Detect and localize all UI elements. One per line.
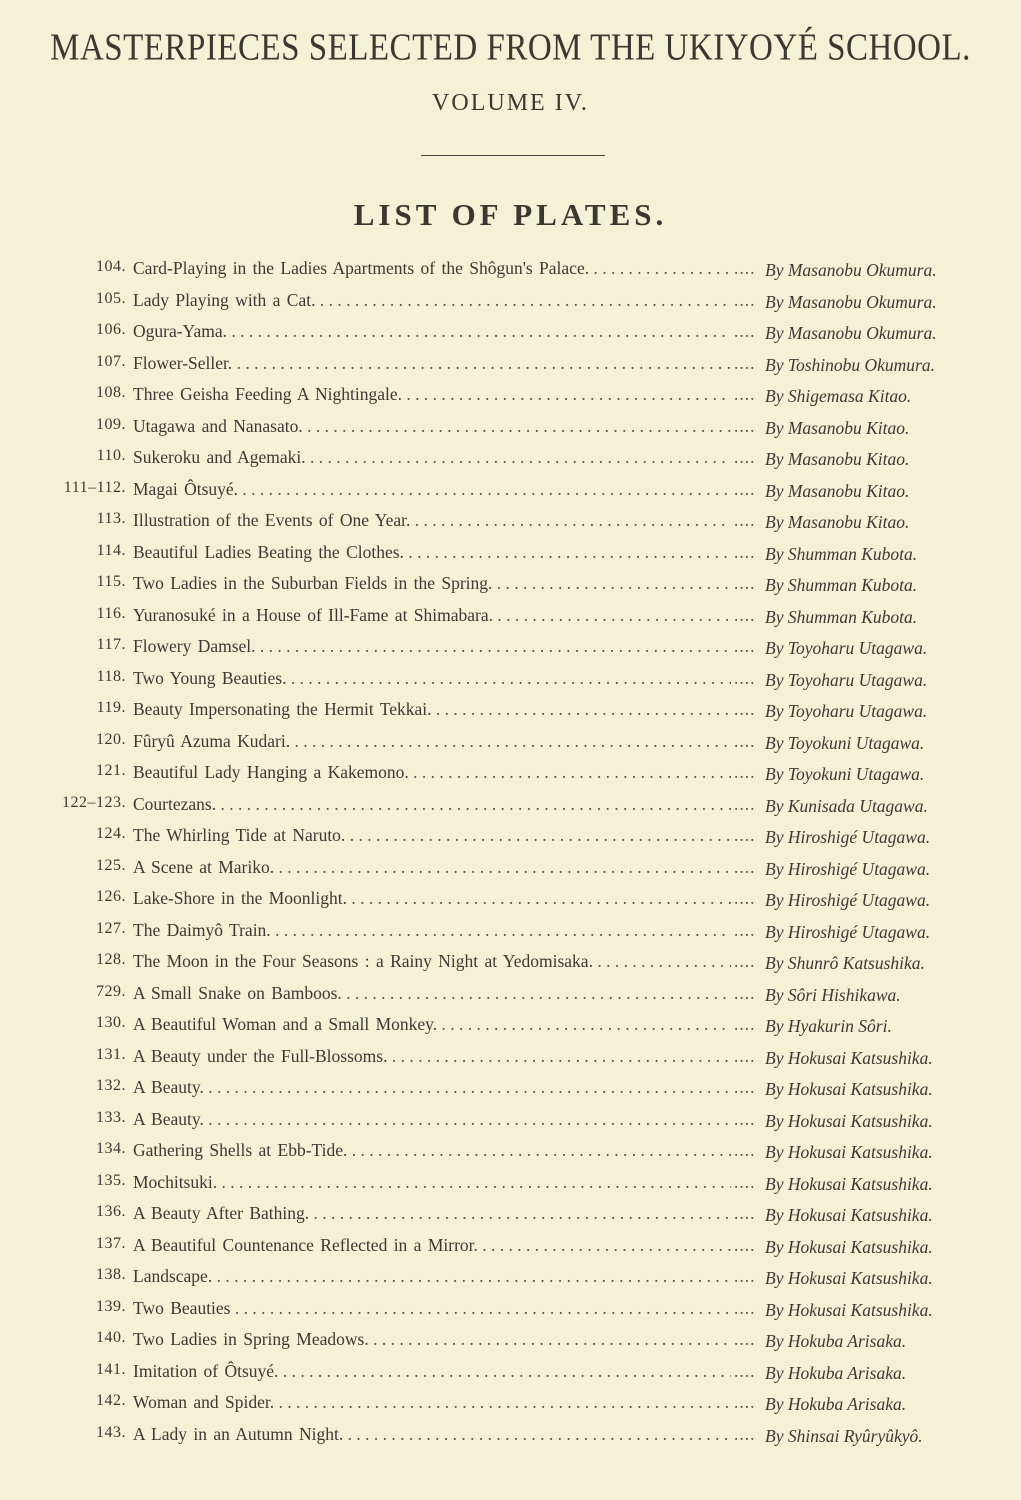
plate-number: 119. bbox=[96, 699, 126, 716]
plate-artist: By Hokuba Arisaka. bbox=[765, 1362, 907, 1383]
plate-title: A Beauty. . . . bbox=[133, 1109, 731, 1130]
plate-artist: By Sôri Hishikawa. bbox=[765, 984, 901, 1005]
plate-title: Three Geisha Feeding A Nightingale. . . . bbox=[133, 384, 731, 405]
dot-leader: .... bbox=[734, 1171, 756, 1192]
plate-number: 111–112. bbox=[63, 478, 126, 496]
plate-number: 136. bbox=[96, 1203, 126, 1220]
plate-entry bbox=[0, 414, 1021, 446]
plate-artist: By Hokusai Katsushika. bbox=[765, 1299, 933, 1320]
dot-leader: .... bbox=[734, 982, 756, 1003]
plate-entry bbox=[0, 477, 1021, 509]
plate-artist: By Shumman Kubota. bbox=[765, 543, 918, 564]
plate-number: 126. bbox=[96, 888, 126, 905]
plate-artist: By Hokusai Katsushika. bbox=[765, 1236, 933, 1257]
plate-entry bbox=[0, 886, 1021, 918]
plate-title: Illustration of the Events of One Year. . . . bbox=[133, 510, 731, 531]
plate-artist: By Masanobu Okumura. bbox=[765, 260, 937, 280]
plate-entry bbox=[0, 855, 1021, 887]
plate-artist: By Kunisada Utagawa. bbox=[765, 795, 928, 816]
dot-leader: .... bbox=[734, 793, 756, 814]
dot-leader: .... bbox=[734, 667, 756, 688]
plate-title: Beautiful Lady Hanging a Kakemono. . . . bbox=[133, 762, 731, 783]
plate-number: 142. bbox=[96, 1392, 126, 1409]
plate-entry bbox=[0, 634, 1021, 666]
plate-number: 124. bbox=[96, 825, 126, 842]
plate-artist: By Toyoharu Utagawa. bbox=[765, 701, 928, 721]
plate-number: 121. bbox=[96, 762, 126, 779]
plate-title: A Beauty. . . . bbox=[133, 1077, 731, 1098]
dot-leader: .... bbox=[734, 1077, 756, 1097]
plate-title: Two Young Beauties. . . . bbox=[133, 668, 731, 689]
plate-artist: By Hiroshigé Utagawa. bbox=[765, 827, 931, 847]
dot-leader: .... bbox=[734, 951, 756, 971]
dot-leader: .... bbox=[734, 762, 756, 782]
plate-number: 130. bbox=[96, 1014, 126, 1031]
plate-entry bbox=[0, 981, 1021, 1013]
plate-number: 110. bbox=[96, 447, 126, 464]
plate-artist: By Hokuba Arisaka. bbox=[765, 1394, 907, 1414]
plate-title: Yuranosuké in a House of Ill-Fame at Shimabara. . . . bbox=[133, 605, 731, 626]
plate-artist: By Hokusai Katsushika. bbox=[765, 1142, 933, 1162]
plate-entry bbox=[0, 1170, 1021, 1202]
plate-title: Flowery Damsel. . . . bbox=[133, 636, 731, 657]
plate-entry bbox=[0, 1201, 1021, 1233]
plate-title: Courtezans. . . . bbox=[133, 794, 731, 815]
plate-title: Magai Ôtsuyé. . . . bbox=[133, 479, 731, 500]
plate-number: 107. bbox=[96, 352, 126, 370]
dot-leader: .... bbox=[734, 1234, 756, 1255]
plate-number: 128. bbox=[96, 951, 126, 968]
plate-artist: By Hokusai Katsushika. bbox=[765, 1079, 933, 1099]
plate-artist: By Shinsai Ryûryûkyô. bbox=[765, 1425, 923, 1446]
plate-title: A Beauty After Bathing. . . . bbox=[133, 1203, 731, 1224]
dot-leader: .... bbox=[734, 573, 756, 593]
plate-title: A Beauty under the Full-Blossoms. . . . bbox=[133, 1046, 731, 1067]
dot-leader: .... bbox=[734, 1297, 756, 1318]
dot-leader: .... bbox=[734, 1014, 756, 1034]
plate-title: Lady Playing with a Cat. . . . bbox=[133, 290, 731, 311]
plate-entry bbox=[0, 382, 1021, 414]
plate-entry bbox=[0, 697, 1021, 729]
plate-number: 108. bbox=[96, 384, 126, 401]
volume-heading: VOLUME IV. bbox=[432, 90, 589, 116]
plate-number: 104. bbox=[96, 258, 126, 275]
plate-title: Gathering Shells at Ebb-Tide. . . . bbox=[133, 1140, 731, 1161]
plate-entry bbox=[0, 288, 1021, 320]
plate-entry bbox=[0, 792, 1021, 824]
plate-artist: By Hiroshigé Utagawa. bbox=[765, 890, 931, 910]
plate-number: 137. bbox=[96, 1234, 126, 1252]
dot-leader: .... bbox=[734, 856, 756, 877]
dot-leader: .... bbox=[734, 541, 756, 562]
plate-entry bbox=[0, 823, 1021, 855]
plate-title: Woman and Spider. . . . bbox=[133, 1392, 731, 1413]
plate-number: 122–123. bbox=[62, 793, 126, 811]
plate-entry bbox=[0, 1233, 1021, 1265]
plate-entry bbox=[0, 351, 1021, 383]
plate-title: A Small Snake on Bamboos. . . . bbox=[133, 983, 731, 1004]
plate-title: Beauty Impersonating the Hermit Tekkai. . . . bbox=[133, 699, 731, 720]
plate-title: The Daimyô Train. . . . bbox=[133, 920, 731, 941]
plate-entry bbox=[0, 445, 1021, 477]
plate-artist: By Hokusai Katsushika. bbox=[765, 1173, 933, 1194]
plate-artist: By Hiroshigé Utagawa. bbox=[765, 921, 931, 942]
plate-artist: By Hiroshigé Utagawa. bbox=[765, 858, 931, 879]
plate-artist: By Hokusai Katsushika. bbox=[765, 1205, 933, 1225]
plate-entry bbox=[0, 540, 1021, 572]
plate-entry bbox=[0, 666, 1021, 698]
dot-leader: .... bbox=[734, 352, 756, 373]
dot-leader: .... bbox=[734, 636, 756, 656]
plate-artist: By Masanobu Kitao. bbox=[765, 417, 910, 438]
plate-entry bbox=[0, 319, 1021, 351]
plate-artist: By Hokusai Katsushika. bbox=[765, 1268, 933, 1288]
plate-entry bbox=[0, 1138, 1021, 1170]
plate-title: Lake-Shore in the Moonlight. . . . bbox=[133, 888, 731, 909]
plate-entry bbox=[0, 508, 1021, 540]
plate-artist: By Hokusai Katsushika. bbox=[765, 1047, 933, 1068]
dot-leader: .... bbox=[734, 730, 756, 751]
plate-artist: By Shumman Kubota. bbox=[765, 606, 918, 627]
plate-entry bbox=[0, 1264, 1021, 1296]
dot-leader: .... bbox=[734, 1329, 756, 1349]
dot-leader: .... bbox=[734, 258, 756, 278]
dot-leader: .... bbox=[734, 604, 756, 625]
plate-entry bbox=[0, 603, 1021, 635]
plate-number: 125. bbox=[96, 856, 126, 874]
plates-list bbox=[0, 256, 1021, 1453]
dot-leader: .... bbox=[734, 919, 756, 940]
plate-number: 106. bbox=[96, 321, 126, 338]
plate-artist: By Masanobu Kitao. bbox=[765, 449, 910, 469]
plate-title: Card-Playing in the Ladies Apartments of the Shôgun's Palace. . . . bbox=[133, 258, 731, 279]
plate-artist: By Shumman Kubota. bbox=[765, 575, 918, 595]
plate-number: 134. bbox=[96, 1140, 126, 1157]
plate-number: 105. bbox=[96, 289, 126, 307]
plate-number: 120. bbox=[96, 730, 126, 748]
plate-number: 140. bbox=[96, 1329, 126, 1346]
plate-number: 138. bbox=[96, 1266, 126, 1283]
plate-entry bbox=[0, 1296, 1021, 1328]
dot-leader: .... bbox=[734, 289, 756, 310]
plate-number: 141. bbox=[96, 1360, 126, 1378]
plate-artist: By Masanobu Okumura. bbox=[765, 323, 937, 343]
plate-number: 729. bbox=[96, 982, 126, 1000]
plate-number: 114. bbox=[96, 541, 126, 559]
dot-leader: .... bbox=[734, 1045, 756, 1066]
plate-entry bbox=[0, 1075, 1021, 1107]
book-title: MASTERPIECES SELECTED FROM THE UKIYOYÉ SCHOOL. bbox=[50, 27, 971, 69]
plate-title: Fûryû Azuma Kudari. . . . bbox=[133, 731, 731, 752]
plate-artist: By Masanobu Kitao. bbox=[765, 480, 910, 501]
plate-artist: By Toyoharu Utagawa. bbox=[765, 669, 928, 690]
plate-entry bbox=[0, 1044, 1021, 1076]
plate-entry bbox=[0, 1107, 1021, 1139]
plate-title: A Scene at Mariko. . . . bbox=[133, 857, 731, 878]
dot-leader: .... bbox=[734, 1140, 756, 1160]
plate-title: Utagawa and Nanasato. . . . bbox=[133, 416, 731, 437]
dot-leader: .... bbox=[734, 384, 756, 404]
plate-title: Imitation of Ôtsuyé. . . . bbox=[133, 1361, 731, 1382]
dot-leader: .... bbox=[734, 1360, 756, 1381]
plate-title: Mochitsuki. . . . bbox=[133, 1172, 731, 1193]
plate-number: 132. bbox=[96, 1077, 126, 1094]
plate-artist: By Shigemasa Kitao. bbox=[765, 386, 912, 406]
plate-entry bbox=[0, 1359, 1021, 1391]
plate-number: 118. bbox=[96, 667, 126, 685]
dot-leader: .... bbox=[734, 699, 756, 719]
plate-title: Landscape. . . . bbox=[133, 1266, 731, 1287]
plate-entry bbox=[0, 729, 1021, 761]
plate-entry bbox=[0, 571, 1021, 603]
plate-artist: By Toshinobu Okumura. bbox=[765, 354, 935, 375]
plate-title: Ogura-Yama. . . . bbox=[133, 321, 731, 342]
plate-entry bbox=[0, 918, 1021, 950]
plate-title: The Whirling Tide at Naruto. . . . bbox=[133, 825, 731, 846]
plate-title: Two Ladies in the Suburban Fields in the Spring. . . . bbox=[133, 573, 731, 594]
plate-artist: By Hokuba Arisaka. bbox=[765, 1331, 907, 1351]
plate-artist: By Toyokuni Utagawa. bbox=[765, 732, 925, 753]
plate-title: Two Beauties . . . bbox=[133, 1298, 731, 1319]
dot-leader: .... bbox=[734, 1392, 756, 1412]
plate-artist: By Toyoharu Utagawa. bbox=[765, 638, 928, 658]
plate-number: 133. bbox=[96, 1108, 126, 1126]
divider-rule bbox=[421, 155, 605, 156]
plate-entry bbox=[0, 1390, 1021, 1422]
plate-artist: By Shunrô Katsushika. bbox=[765, 953, 925, 973]
plate-number: 143. bbox=[96, 1423, 126, 1441]
dot-leader: .... bbox=[734, 321, 756, 341]
plate-entry bbox=[0, 760, 1021, 792]
plate-title: A Beautiful Countenance Reflected in a Mirror. . . . bbox=[133, 1235, 731, 1256]
plate-number: 139. bbox=[96, 1297, 126, 1315]
dot-leader: .... bbox=[734, 447, 756, 467]
plate-number: 135. bbox=[96, 1171, 126, 1189]
plate-artist: By Hokusai Katsushika. bbox=[765, 1110, 933, 1131]
plate-number: 116. bbox=[96, 604, 126, 622]
plate-title: A Lady in an Autumn Night. . . . bbox=[133, 1424, 731, 1445]
plate-artist: By Hyakurin Sôri. bbox=[765, 1016, 892, 1036]
plate-artist: By Toyokuni Utagawa. bbox=[765, 764, 925, 784]
plate-entry bbox=[0, 1422, 1021, 1454]
plate-artist: By Masanobu Okumura. bbox=[765, 291, 937, 312]
plate-entry bbox=[0, 1012, 1021, 1044]
dot-leader: .... bbox=[734, 1203, 756, 1223]
dot-leader: .... bbox=[734, 1423, 756, 1444]
plate-title: Two Ladies in Spring Meadows. . . . bbox=[133, 1329, 731, 1350]
dot-leader: .... bbox=[734, 888, 756, 908]
plate-title: Flower-Seller. . . . bbox=[133, 353, 731, 374]
plate-entry bbox=[0, 1327, 1021, 1359]
plate-number: 117. bbox=[96, 636, 126, 653]
plate-title: The Moon in the Four Seasons : a Rainy Night at Yedomisaka. . . . bbox=[133, 951, 731, 972]
list-of-plates-heading: LIST OF PLATES. bbox=[353, 197, 668, 232]
plate-entry bbox=[0, 949, 1021, 981]
dot-leader: .... bbox=[734, 478, 756, 499]
plate-number: 115. bbox=[96, 573, 126, 590]
plate-title: Beautiful Ladies Beating the Clothes. . . . bbox=[133, 542, 731, 563]
plate-number: 109. bbox=[96, 415, 126, 433]
plate-number: 113. bbox=[96, 510, 126, 527]
dot-leader: .... bbox=[734, 1108, 756, 1129]
plate-entry bbox=[0, 256, 1021, 288]
plate-title: Sukeroku and Agemaki. . . . bbox=[133, 447, 731, 468]
dot-leader: .... bbox=[734, 415, 756, 436]
plate-title: A Beautiful Woman and a Small Monkey. . . . bbox=[133, 1014, 731, 1035]
plate-number: 131. bbox=[96, 1045, 126, 1063]
dot-leader: .... bbox=[734, 510, 756, 530]
plate-artist: By Masanobu Kitao. bbox=[765, 512, 910, 532]
dot-leader: .... bbox=[734, 825, 756, 845]
plate-number: 127. bbox=[96, 919, 126, 937]
dot-leader: .... bbox=[734, 1266, 756, 1286]
